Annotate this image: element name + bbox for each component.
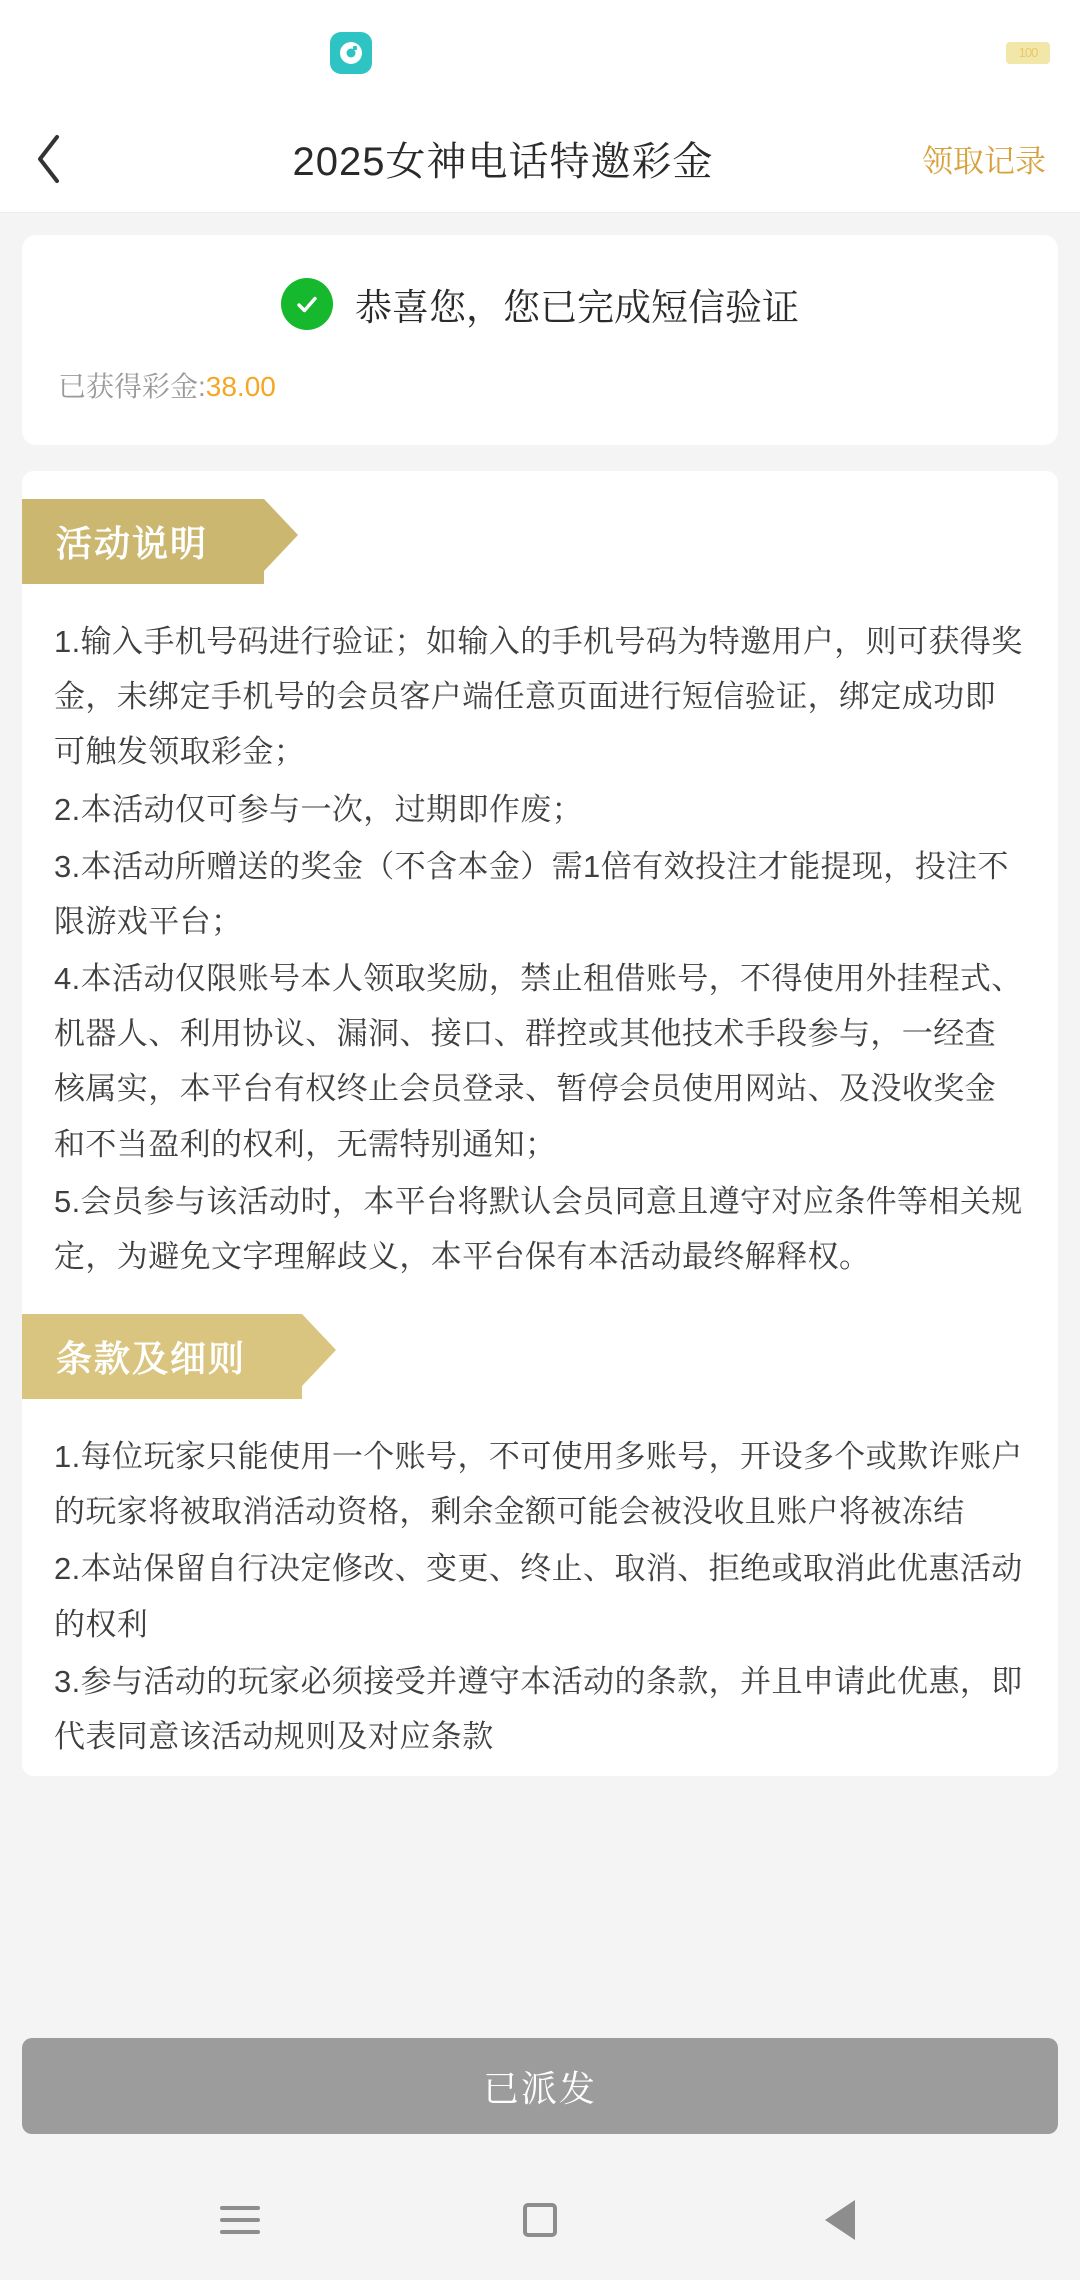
result-card (22, 235, 1058, 445)
rule-paragraph: 5.会员参与该活动时，本平台将默认会员同意且遵守对应条件等相关规定，为避免文字理解歧义，本平台保有本活动最终解释权。 (54, 1183, 1023, 1274)
menu-icon[interactable] (195, 2175, 285, 2265)
home-square-icon[interactable] (495, 2175, 585, 2265)
terms-text (22, 1411, 1058, 1764)
term-paragraph: 2.本站保留自行决定修改、变更、终止、取消、拒绝或取消此优惠活动的权利 (54, 1551, 1023, 1642)
congrats-message: 恭喜您，您已完成短信验证 (355, 287, 799, 328)
amount-label: 已获得彩金: (58, 371, 206, 402)
menu-icon-lines (220, 2198, 260, 2242)
term-paragraph: 3.参与活动的玩家必须接受并遵守本活动的条款，并且申请此优惠，即代表同意该活动规则及对应条款 (54, 1663, 1023, 1754)
rule-paragraph: 4.本活动仅限账号本人领取奖励，禁止租借账号，不得使用外挂程式、机器人、利用协议、漏洞、接口、群控或其他技术手段参与，一经查核属实，本平台有权终止会员登录、暂停会员使用网站、及没收奖金和不当盈利的权利，无需特别通知； (54, 961, 1023, 1162)
camera-app-icon (330, 32, 372, 74)
amount-row (58, 365, 1022, 405)
claim-records-link[interactable]: 领取记录 (922, 144, 1046, 179)
back-triangle-icon[interactable] (795, 2175, 885, 2265)
status-bar (0, 0, 1080, 105)
section-title-activity-rules: 活动说明 (22, 499, 264, 584)
back-triangle-shape (825, 2200, 855, 2240)
activity-rules-text (22, 596, 1058, 1284)
section-title-terms: 条款及细则 (22, 1314, 302, 1399)
amount-value: 38.00 (205, 371, 276, 402)
term-paragraph: 1.每位玩家只能使用一个账号，不可使用多账号，开设多个或欺诈账户的玩家将被取消活动资格，剩余金额可能会被没收且账户将被冻结 (54, 1439, 1023, 1530)
header-bar (0, 105, 1080, 213)
system-nav-bar (0, 2160, 1080, 2280)
claim-button[interactable]: 已派发 (22, 2038, 1058, 2134)
scroll-fade (0, 1974, 1080, 2014)
congrats-row (58, 277, 1022, 331)
home-square-shape (523, 2203, 557, 2237)
page-title: 2025女神电话特邀彩金 (292, 140, 714, 184)
content-scroll[interactable] (0, 213, 1080, 2014)
action-bar (0, 2014, 1080, 2160)
rules-panel (22, 471, 1058, 1776)
status-bar-center (180, 32, 870, 74)
battery-label: 100 (1018, 45, 1038, 60)
chevron-left-icon[interactable] (34, 129, 94, 189)
rule-paragraph: 2.本活动仅可参与一次，过期即作废； (54, 791, 584, 827)
status-bar-right (870, 42, 1050, 64)
battery-icon (1006, 42, 1050, 64)
rule-paragraph: 3.本活动所赠送的奖金（不含本金）需1倍有效投注才能提现，投注不限游戏平台； (54, 848, 1009, 939)
rule-paragraph: 1.输入手机号码进行验证；如输入的手机号码为特邀用户，则可获得奖金，未绑定手机号的会员客户端任意页面进行短信验证，绑定成功即可触发领取彩金； (54, 624, 1023, 770)
check-circle-icon (281, 278, 333, 330)
